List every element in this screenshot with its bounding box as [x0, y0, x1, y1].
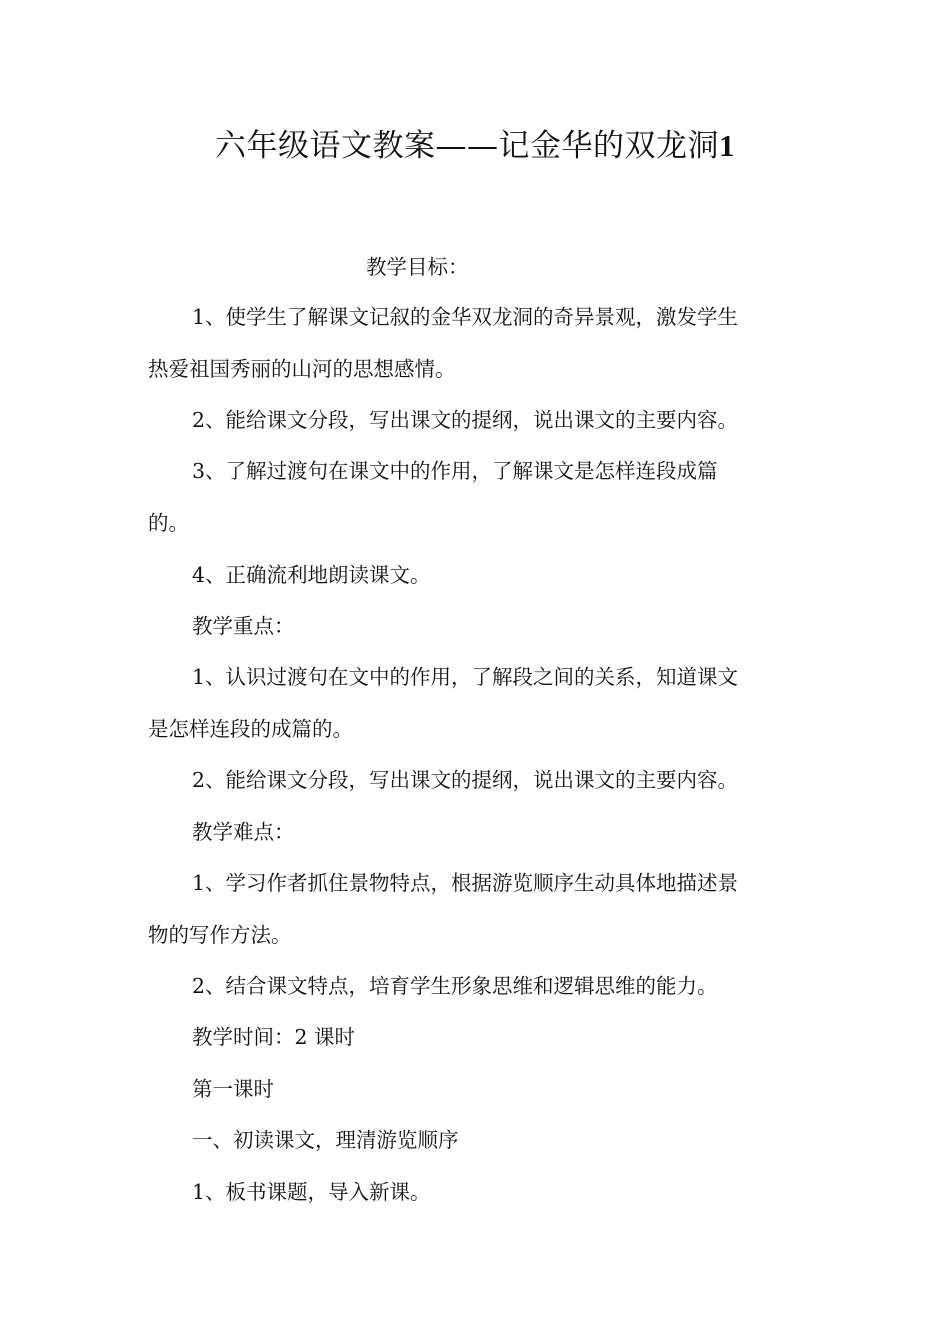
paragraph-line: 3、了解过渡句在课文中的作用，了解课文是怎样连段成篇 [192, 459, 718, 483]
paragraph-line: 2、能给课文分段，写出课文的提纲，说出课文的主要内容。 [192, 408, 739, 432]
paragraph-line: 热爱祖国秀丽的山河的思想感情。 [148, 357, 456, 381]
paragraph-line: 1、使学生了解课文记叙的金华双龙洞的奇异景观，激发学生 [192, 305, 739, 329]
paragraph-line: 2、结合课文特点，培育学生形象思维和逻辑思维的能力。 [192, 974, 718, 998]
section-heading-difficulties: 教学难点： [192, 820, 295, 844]
section-heading-first-lesson: 第一课时 [192, 1077, 274, 1101]
section-heading-time: 教学时间：2 课时 [192, 1025, 356, 1049]
paragraph-line: 1、认识过渡句在文中的作用，了解段之间的关系，知道课文 [192, 665, 739, 689]
paragraph-line: 1、板书课题，导入新课。 [192, 1180, 431, 1204]
section-heading-key-points: 教学重点： [192, 614, 295, 638]
document-title-text: 六年级语文教案——记金华的双龙洞 [215, 128, 719, 164]
paragraph-line: 2、能给课文分段，写出课文的提纲，说出课文的主要内容。 [192, 768, 739, 792]
document-title-number: 1 [719, 128, 735, 163]
paragraph-line: 的。 [148, 511, 189, 535]
objectives-heading: 教学目标： [366, 255, 469, 279]
section-heading-step-one: 一、初读课文，理清游览顺序 [192, 1128, 459, 1152]
paragraph-line: 4、正确流利地朗读课文。 [192, 563, 431, 587]
paragraph-line: 是怎样连段的成篇的。 [148, 717, 353, 741]
paragraph-line: 物的写作方法。 [148, 923, 292, 947]
document-title [0, 120, 950, 172]
paragraph-line: 1、学习作者抓住景物特点，根据游览顺序生动具体地描述景 [192, 871, 739, 895]
